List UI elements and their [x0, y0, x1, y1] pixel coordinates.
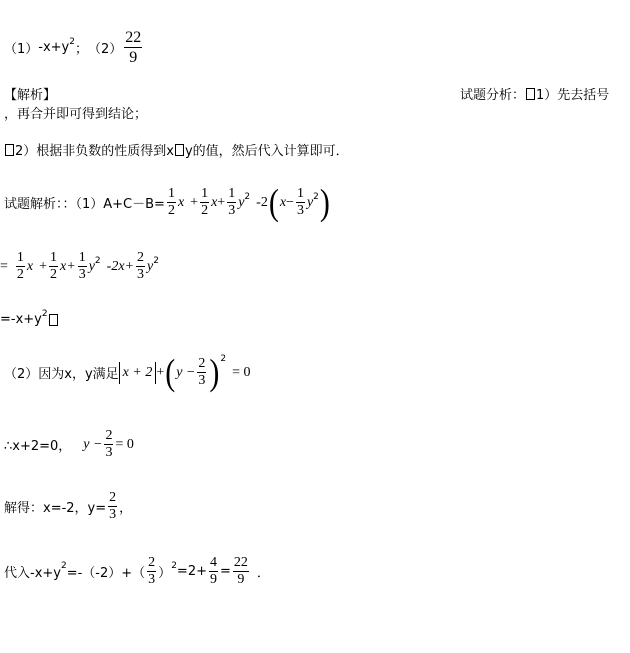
- var-y: y: [88, 258, 95, 274]
- fraction: [16, 250, 25, 283]
- term: -2x+: [106, 258, 134, 274]
- fraction: [49, 250, 58, 283]
- fraction-denominator: 3: [198, 373, 206, 388]
- fraction-numerator: 1: [296, 186, 304, 201]
- fraction-denominator: 3: [109, 507, 117, 522]
- fraction: [200, 186, 209, 219]
- fraction: [209, 555, 218, 588]
- solution-line2: [0, 250, 159, 283]
- fraction-numerator: 2: [198, 356, 206, 371]
- right-paren: ): [209, 351, 220, 393]
- coefficient: -2: [256, 194, 268, 210]
- analysis-line2: [4, 103, 147, 122]
- fraction-denominator: 9: [129, 49, 138, 66]
- var-y: y: [238, 194, 245, 210]
- substitute-text: =2+: [176, 564, 207, 579]
- answer-fraction: [124, 28, 142, 67]
- comma: ，: [119, 501, 133, 516]
- solution-line3: [0, 308, 59, 327]
- plus-sign: +: [156, 364, 165, 380]
- equals-sign: =: [0, 258, 8, 274]
- fraction: [197, 356, 206, 389]
- missing-glyph-icon: [175, 144, 184, 156]
- equals-sign: =: [219, 564, 231, 579]
- fraction-denominator: 2: [50, 267, 58, 282]
- therefore-text: ∴x+2=0，: [4, 439, 72, 454]
- analysis-intro-step: 1）先去括号: [536, 88, 610, 103]
- fraction: [147, 555, 156, 588]
- fraction-denominator: 2: [16, 267, 24, 282]
- fraction-numerator: 2: [105, 428, 113, 443]
- fraction-denominator: 3: [148, 572, 156, 587]
- var-y: y: [306, 194, 314, 210]
- missing-glyph-icon: [5, 144, 14, 156]
- solution-line5: [4, 428, 134, 461]
- fraction-numerator: 1: [228, 186, 236, 201]
- fraction-numerator: 22: [125, 29, 142, 46]
- var-y: y: [146, 258, 154, 274]
- condition-text: （2）因为x，y满足: [4, 367, 119, 382]
- fraction-numerator: 22: [233, 555, 248, 570]
- fraction-denominator: 3: [228, 203, 236, 218]
- fraction-denominator: 3: [78, 267, 86, 282]
- solution-label: 试题解析：：（1）A+C－B=: [4, 197, 165, 212]
- fraction-numerator: 1: [78, 250, 86, 265]
- exponent: 2: [60, 560, 67, 571]
- analysis-line2-text: ，再合并即可得到结论；: [4, 107, 148, 122]
- fraction-denominator: 9: [237, 572, 245, 587]
- solution-line1: [4, 181, 331, 223]
- analysis-line3-part2: y的值，然后代入计算即可．: [184, 144, 349, 159]
- solution-line4: [4, 351, 251, 393]
- fraction: [78, 250, 87, 283]
- y-minus: y −: [176, 364, 196, 380]
- term: x+: [60, 258, 76, 274]
- fraction-denominator: 2: [201, 203, 209, 218]
- exponent: 2: [41, 308, 48, 319]
- exponent: 2: [220, 353, 227, 364]
- equals-zero: = 0: [115, 436, 134, 452]
- analysis-line3: [4, 140, 349, 159]
- answer-line: [4, 28, 144, 67]
- answer-separator: ；: [75, 42, 89, 57]
- y-minus: y −: [83, 436, 103, 452]
- solution-line6: [4, 490, 132, 523]
- fraction-denominator: 3: [105, 445, 113, 460]
- fraction-numerator: 2: [148, 555, 156, 570]
- equals-zero: = 0: [232, 364, 251, 380]
- left-paren: (: [165, 351, 176, 393]
- analysis-heading-text: 【解析】: [4, 88, 57, 103]
- fraction-numerator: 4: [209, 555, 217, 570]
- exponent: 2: [171, 560, 177, 571]
- fraction-numerator: 2: [136, 250, 144, 265]
- substitute-text: ）: [158, 566, 172, 581]
- exponent: 2: [244, 191, 251, 202]
- fraction-numerator: 1: [167, 186, 175, 201]
- var-x: x: [177, 194, 185, 210]
- answer-part2-marker: （2）: [88, 42, 123, 57]
- solution-line7: [4, 555, 270, 588]
- fraction: [227, 186, 236, 219]
- fraction: [296, 186, 305, 219]
- analysis-heading: [4, 84, 56, 103]
- minus-sign: −: [286, 194, 294, 210]
- plus-sign: +: [190, 194, 199, 210]
- fraction: [136, 250, 145, 283]
- missing-glyph-icon: [49, 314, 58, 326]
- exponent: 2: [153, 255, 159, 266]
- exponent: 2: [94, 255, 101, 266]
- var-x: x: [211, 194, 218, 210]
- exponent: 2: [313, 191, 319, 202]
- analysis-line3-part1: 2）根据非负数的性质得到x: [15, 144, 174, 159]
- fraction-numerator: 2: [109, 490, 117, 505]
- substitute-text: 代入-x+y: [4, 566, 61, 581]
- var-x: x: [26, 258, 34, 274]
- answer-part1-expr: -x+y: [38, 40, 70, 55]
- substitute-text: =-（-2）+（: [66, 566, 146, 581]
- answer-part1-marker: （1）: [4, 42, 39, 57]
- fraction-numerator: 1: [16, 250, 24, 265]
- analysis-intro-label: 试题分析：: [460, 88, 526, 103]
- right-paren: ): [319, 181, 330, 223]
- fraction-denominator: 9: [209, 572, 217, 587]
- simplified-expr: =-x+y: [0, 312, 42, 327]
- fraction: [167, 186, 176, 219]
- plus-sign: +: [39, 258, 48, 274]
- solve-text: 解得：x=-2，y=: [4, 501, 107, 516]
- fraction-denominator: 2: [167, 203, 175, 218]
- fraction: [108, 490, 117, 523]
- missing-glyph-icon: [526, 88, 535, 100]
- left-paren: (: [268, 181, 279, 223]
- absolute-value: x + 2: [119, 362, 157, 384]
- plus-sign: +: [217, 194, 226, 210]
- fraction-numerator: 1: [201, 186, 209, 201]
- fraction-denominator: 3: [296, 203, 304, 218]
- analysis-intro: [460, 84, 609, 103]
- var-x: x: [279, 194, 287, 210]
- answer-part1-sup: 2: [69, 36, 75, 47]
- period: ．: [256, 566, 270, 581]
- fraction: [233, 555, 249, 588]
- fraction-numerator: 1: [50, 250, 58, 265]
- fraction-denominator: 3: [136, 267, 144, 282]
- fraction: [104, 428, 113, 461]
